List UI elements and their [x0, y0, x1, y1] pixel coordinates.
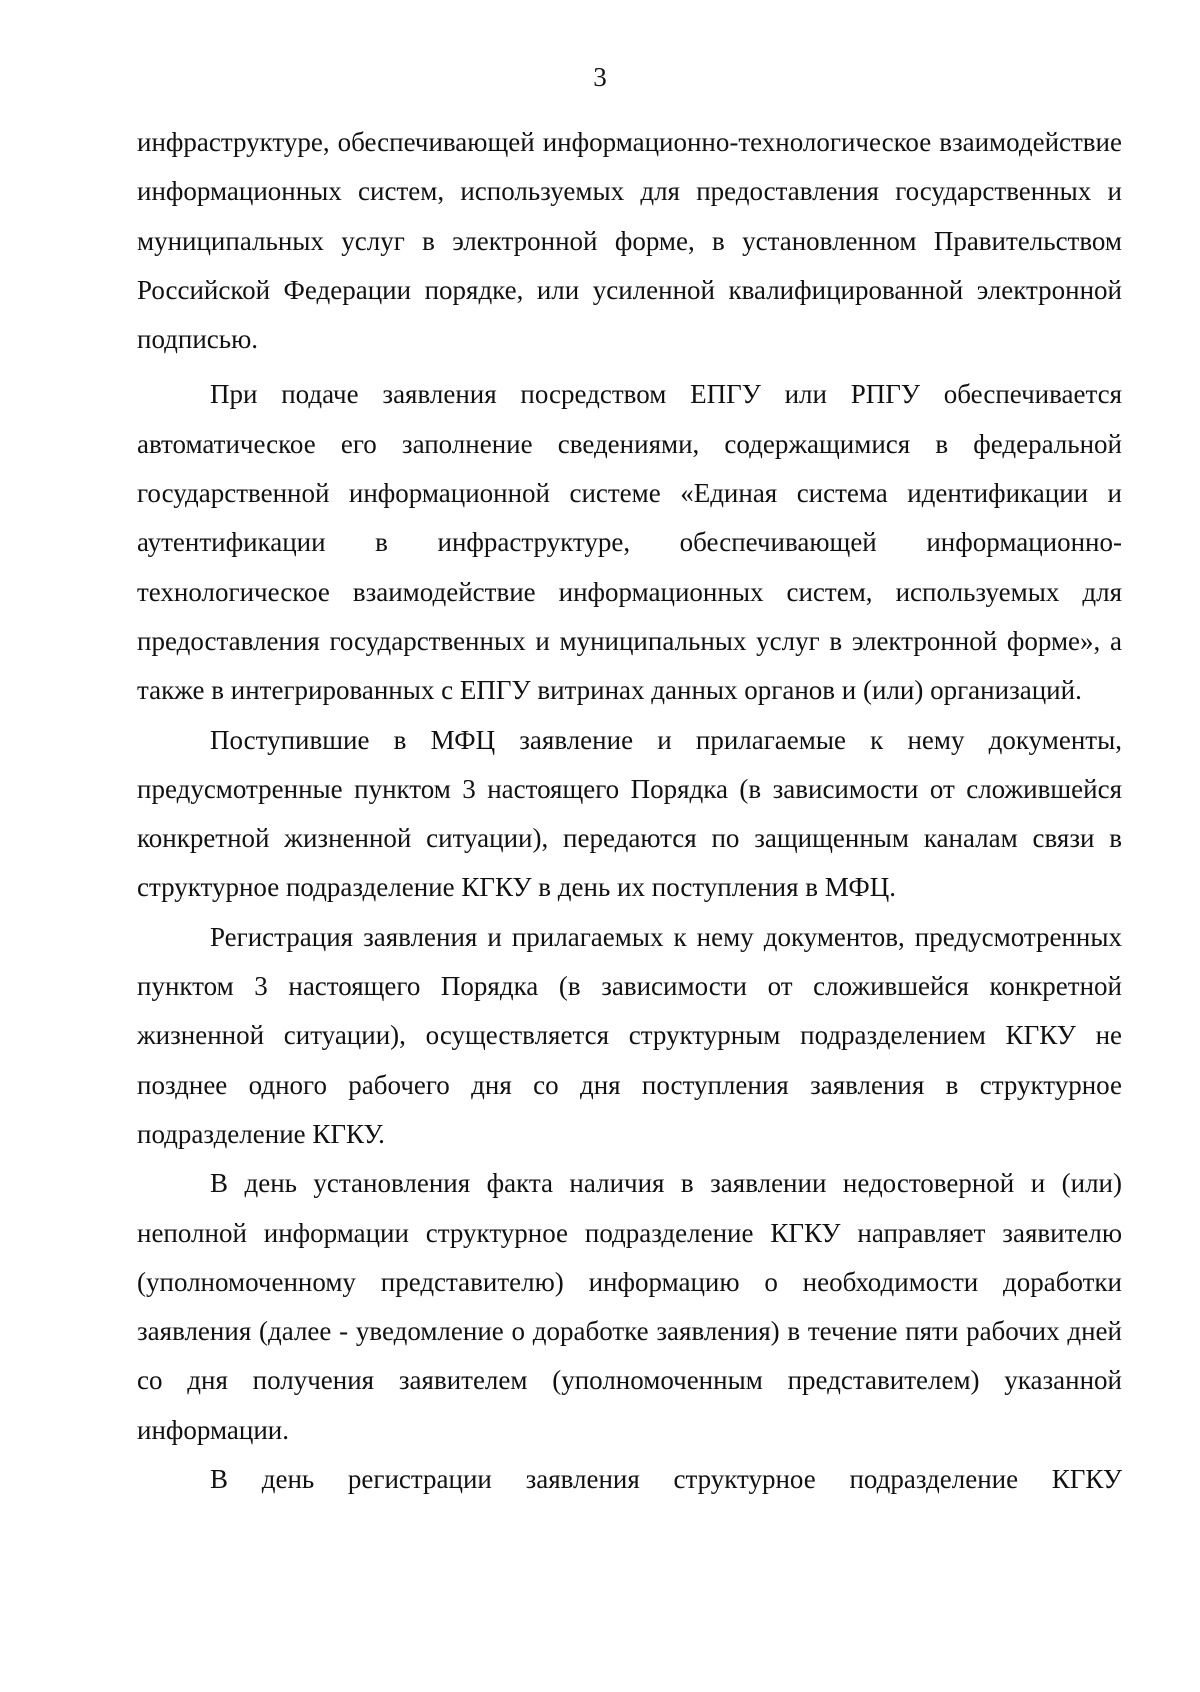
paragraph-incomplete-info: В день установления факта наличия в заявлении недостоверной и (или) неполной информации структурное подразделение КГКУ направляет заявителю (уполномоченному представителю) информацию о необходимости доработки заявления (далее - уведомление о доработке заявления) в течение пяти рабочих дней со дня получения заявителем (уполномоченным представителем) указанной информации. [137, 1168, 1122, 1445]
paragraph-epgu-autofill: При подаче заявления посредством ЕПГУ или РПГУ обеспечивается автоматическое его заполнение сведениями, содержащимися в федеральной государственной информационной системе «Единая система идентификации и аутентификации в инфраструктуре, обеспечивающей информационно-технологическое взаимодействие информационных систем, используемых для предоставления государственных и муниципальных услуг в электронной форме», а также в интегрированных с ЕПГУ витринах данных органов и (или) организаций. [137, 379, 1122, 706]
paragraph-continuation: инфраструктуре, обеспечивающей информационно-технологическое взаимодействие информационных систем, используемых для предоставления государственных и муниципальных услуг в электронной форме, в установленном Правительством Российской Федерации порядке, или усиленной квалифицированной электронной подписью. [137, 127, 1122, 355]
paragraph-registration: Регистрация заявления и прилагаемых к нему документов, предусмотренных пунктом 3 настоящего Порядка (в зависимости от сложившейся конкретной жизненной ситуации), осуществляется структурным подразделением КГКУ не позднее одного рабочего дня со дня поступления заявления в структурное подразделение КГКУ. [137, 921, 1122, 1149]
paragraph-registration-day: В день регистрации заявления структурное подразделение КГКУ [210, 1464, 1122, 1495]
document-body [137, 118, 1122, 1504]
page-number: 3 [593, 62, 607, 92]
paragraph-mfc-transfer: Поступившие в МФЦ заявление и прилагаемые к нему документы, предусмотренные пунктом 3 настоящего Порядка (в зависимости от сложившейся конкретной жизненной ситуации), передаются по защищенным каналам связи в структурное подразделение КГКУ в день их поступления в МФЦ. [137, 724, 1122, 903]
